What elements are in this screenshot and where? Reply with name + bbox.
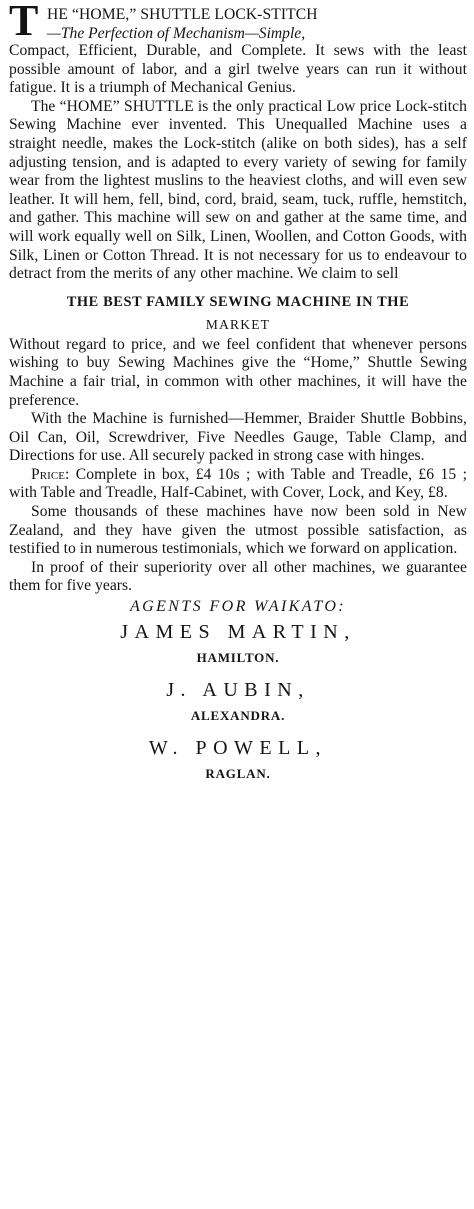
accessories-paragraph: With the Machine is furnished—Hemmer, Braider Shuttle Bobbins, Oil Can, Oil, Screwdriver, Five Needles Gauge, Table Clamp, and Directions for use. All securely packed in strong case with hinges.	[9, 410, 467, 465]
guarantee-paragraph: In proof of their superiority over all other machines, we guarantee them for five years.	[9, 558, 467, 595]
price-label: Price	[31, 465, 65, 483]
lead-paragraph: Compact, Efficient, Durable, and Complete. It sews with the least possible amount of labor, and a girl twelve years can run it without fatigue. It is a triumph of Mechanical Genius.	[9, 42, 467, 97]
section-heading: THE BEST FAMILY SEWING MACHINE IN THE	[66, 293, 410, 310]
price-details: : Complete in box, £4 10s ; with Table and Treadle, £6 15 ; with Table and Treadle, Half-Cabinet, with Cover, Lock, and Key, £8.	[9, 465, 467, 502]
agents-heading: AGENTS FOR WAIKATO:	[129, 598, 347, 616]
agent-town-3: RAGLAN.	[205, 766, 271, 782]
headline-block	[9, 0, 467, 45]
sales-paragraph: Some thousands of these machines have now been sold in New Zealand, and they have given the utmost possible satisfaction, as testified to in numerous testimonials, which we forward on application.	[9, 503, 467, 558]
agent-town-2: ALEXANDRA.	[190, 708, 286, 724]
description-paragraph: The “HOME” SHUTTLE is the only practical Low price Lock-stitch Sewing Machine ever invented. This Unequalled Machine uses a straight needle, makes the Lock-stitch (alike on both sides), has a self adjusting tension, and is adapted to every variety of sewing for family wear from the lightest muslins to the heaviest cloths, and will even sew leather. It will hem, fell, bind, cord, braid, seam, tuck, ruffle, hemstitch, and gather. This machine will sew on and gather at the same time, and will work equally well on Silk, Linen, Woollen, and Cotton Goods, with Silk, Linen or Cotton Thread. It is not necessary for us to endeavour to detract from the merits of any other machine. We claim to sell	[9, 97, 467, 283]
headline: HE “HOME,” SHUTTLE LOCK-STITCH	[47, 6, 318, 23]
section-subheading: MARKET	[205, 316, 271, 332]
headline-tagline: —The Perfection of Mechanism—Simple,	[47, 25, 306, 42]
agent-town-1: HAMILTON.	[196, 650, 280, 666]
price-paragraph	[9, 466, 467, 503]
agent-name-2: J. AUBIN,	[166, 679, 310, 702]
drop-cap: T	[9, 0, 39, 45]
preference-paragraph: Without regard to price, and we feel confident that whenever persons wishing to buy Sewing Machines give the “Home,” Shuttle Sewing Machine a fair trial, in common with other machines, it will have the preference.	[9, 335, 467, 409]
agent-name-1: JAMES MARTIN,	[120, 621, 356, 644]
agent-name-3: W. POWELL,	[148, 737, 328, 760]
